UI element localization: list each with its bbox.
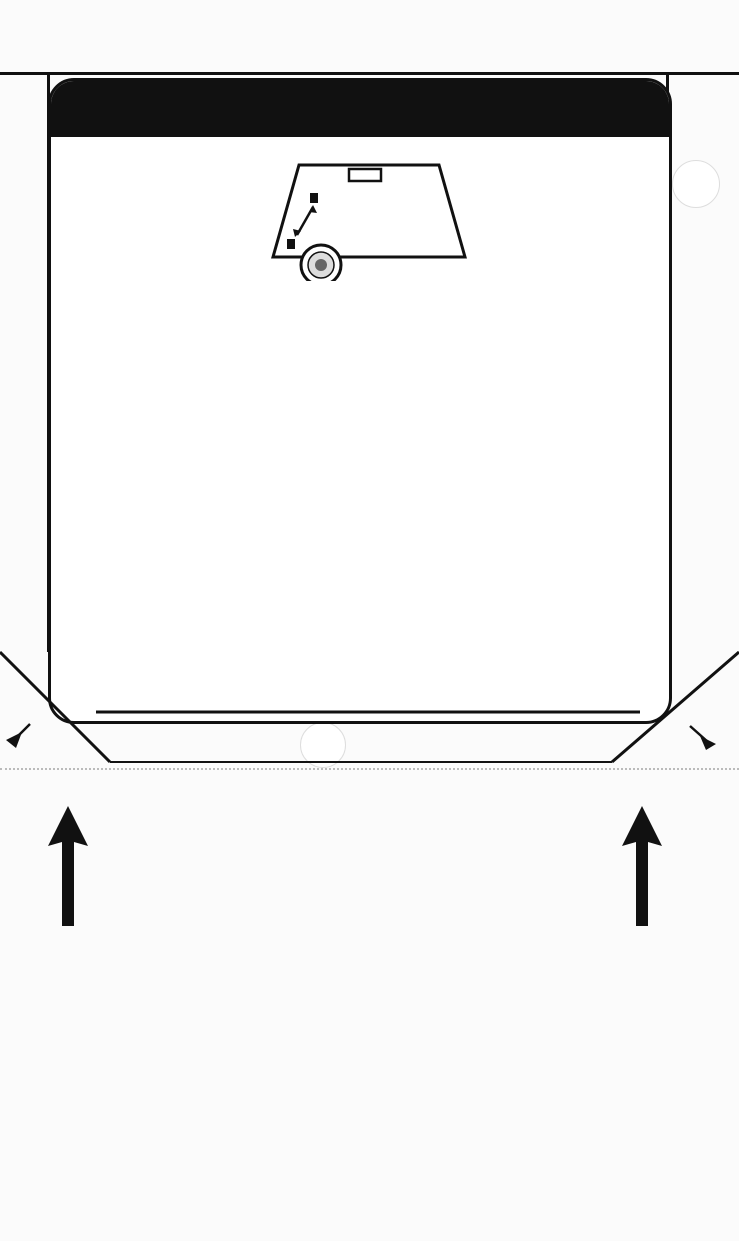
arrow-up-right-icon: [622, 806, 662, 926]
windscreen-diagram-icon: [269, 157, 469, 281]
arrow-up-left-icon: [48, 806, 88, 926]
counterfoil: [0, 770, 739, 1241]
panel-header: [51, 81, 669, 137]
instruction-panel: [48, 78, 672, 724]
barcode: [138, 1080, 594, 1198]
top-row-line: [0, 72, 739, 75]
peel-corners: [0, 640, 739, 770]
punch-hole-right: [672, 160, 720, 208]
